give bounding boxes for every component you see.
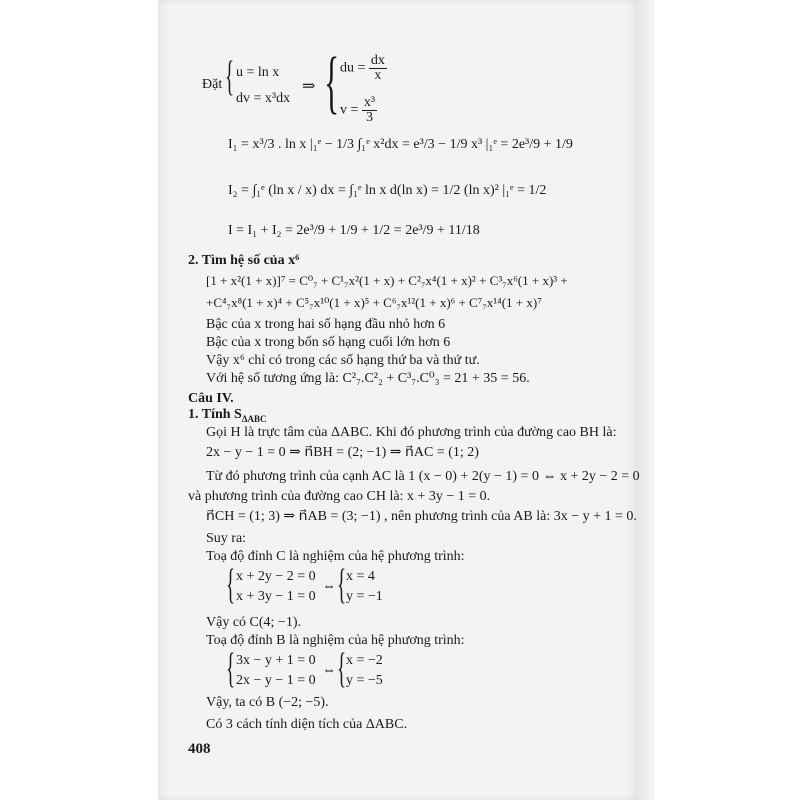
vertex-b-intro: Toạ độ đỉnh B là nghiệm của hệ phương trình: <box>206 633 465 648</box>
page-edge-shadow <box>638 0 655 800</box>
system-1-left-brace: { <box>226 562 236 608</box>
system-1-eq-2: x + 3y − 1 = 0 <box>236 589 316 604</box>
equivalence-symbol-2: ⇔ <box>322 663 336 678</box>
degree-note-2: Bậc của x trong bốn số hạng cuối lớn hơn 6 <box>206 335 451 350</box>
left-brace: { <box>225 54 235 100</box>
system-2-eq-1: 3x − y + 1 = 0 <box>236 653 316 668</box>
system-2-sol-x: x = −2 <box>346 653 383 668</box>
section-2-title: 2. Tìm hệ số của x⁶ <box>188 253 300 268</box>
paragraph-orthocenter: Gọi H là trực tâm của ΔABC. Khi đó phương trình của đường cao BH là: <box>206 425 617 440</box>
binomial-expansion-line-2: +C⁴₇x⁸(1 + x)⁴ + C⁵₇x¹⁰(1 + x)⁵ + C⁶₇x¹²(1 + x)⁶ + C⁷₇x¹⁴(1 + x)⁷ <box>206 295 542 310</box>
ab-equation: n⃗CH = (1; 3) ⇒ n⃗AB = (3; −1) , nên phương trình của AB là: 3x − y + 1 = 0. <box>206 509 637 524</box>
system-2-eq-2: 2x − y − 1 = 0 <box>236 673 316 688</box>
ac-equation: Từ đó phương trình của cạnh AC là 1 (x − 0) + 2(y − 1) = 0 ⇔ x + 2y − 2 = 0 <box>206 469 640 484</box>
dv-definition: dv = x³dx <box>236 91 291 106</box>
system-2-left-brace: { <box>226 646 236 692</box>
system-1-eq-1: x + 2y − 2 = 0 <box>236 569 316 584</box>
system-1-sol-y: y = −1 <box>346 589 383 604</box>
implies-arrow: ⇒ <box>302 78 316 95</box>
i2-equation: I₂ = ∫₁ᵉ (ln x / x) dx = ∫₁ᵉ ln x d(ln x) = 1/2 (ln x)² |₁ᵉ = 1/2 <box>228 183 547 198</box>
du-definition: du = $\frac{dx}{x}$ <box>340 53 385 83</box>
suy-ra: Suy ra: <box>206 531 247 546</box>
dat-label: Đặt <box>202 77 223 92</box>
degree-note-1: Bậc của x trong hai số hạng đầu nhỏ hơn 6 <box>206 317 446 332</box>
degree-note-3: Vậy x⁶ chỉ có trong các số hạng thứ ba và thứ tư. <box>206 353 480 368</box>
coefficient-result: Với hệ số tương ứng là: C²₇.C²₂ + C³₇.C⁰₃ = 21 + 35 = 56. <box>206 371 530 386</box>
v-definition: v = $\frac{\text{x³}}{3}$ <box>340 95 376 125</box>
bh-normal-vector: 2x − y − 1 = 0 ⇒ n⃗BH = (2; −1) ⇒ n⃗AC = (1; 2) <box>206 445 479 460</box>
system-2-right-brace: { <box>337 646 347 692</box>
i1-equation: I₁ = x³/3 . ln x |₁ᵉ − 1/3 ∫₁ᵉ x²dx = e³/3 − 1/9 x³ |₁ᵉ = 2e³/9 + 1/9 <box>228 137 573 152</box>
system-2-sol-y: y = −5 <box>346 673 383 688</box>
area-methods-note: Có 3 cách tính diện tích của ΔABC. <box>206 717 408 732</box>
tinh-sabc-heading: 1. Tính $S_{\Delta ABC}$ <box>188 407 267 424</box>
equivalence-symbol-1: ⇔ <box>322 579 336 594</box>
vertex-c-intro: Toạ độ đỉnh C là nghiệm của hệ phương trình: <box>206 549 465 564</box>
page-number: 408 <box>188 741 211 757</box>
right-brace: { <box>324 44 340 121</box>
vertex-c-result: Vậy có C(4; −1). <box>206 615 301 630</box>
binomial-expansion-line-1: [1 + x²(1 + x)]⁷ = C⁰₇ + C¹₇x²(1 + x) + C²₇x⁴(1 + x)² + C³₇x⁶(1 + x)³ + <box>206 273 568 288</box>
ch-equation: và phương trình của đường cao CH là: x + 3y − 1 = 0. <box>188 489 491 504</box>
system-1-sol-x: x = 4 <box>346 569 375 584</box>
system-1-right-brace: { <box>337 562 347 608</box>
cau-iv-heading: Câu IV. <box>188 391 234 406</box>
i-total-equation: I = I₁ + I₂ = 2e³/9 + 1/9 + 1/2 = 2e³/9 + 11/18 <box>228 223 480 238</box>
u-definition: u = ln x <box>236 65 280 80</box>
vertex-b-result: Vậy, ta có B (−2; −5). <box>206 695 329 710</box>
